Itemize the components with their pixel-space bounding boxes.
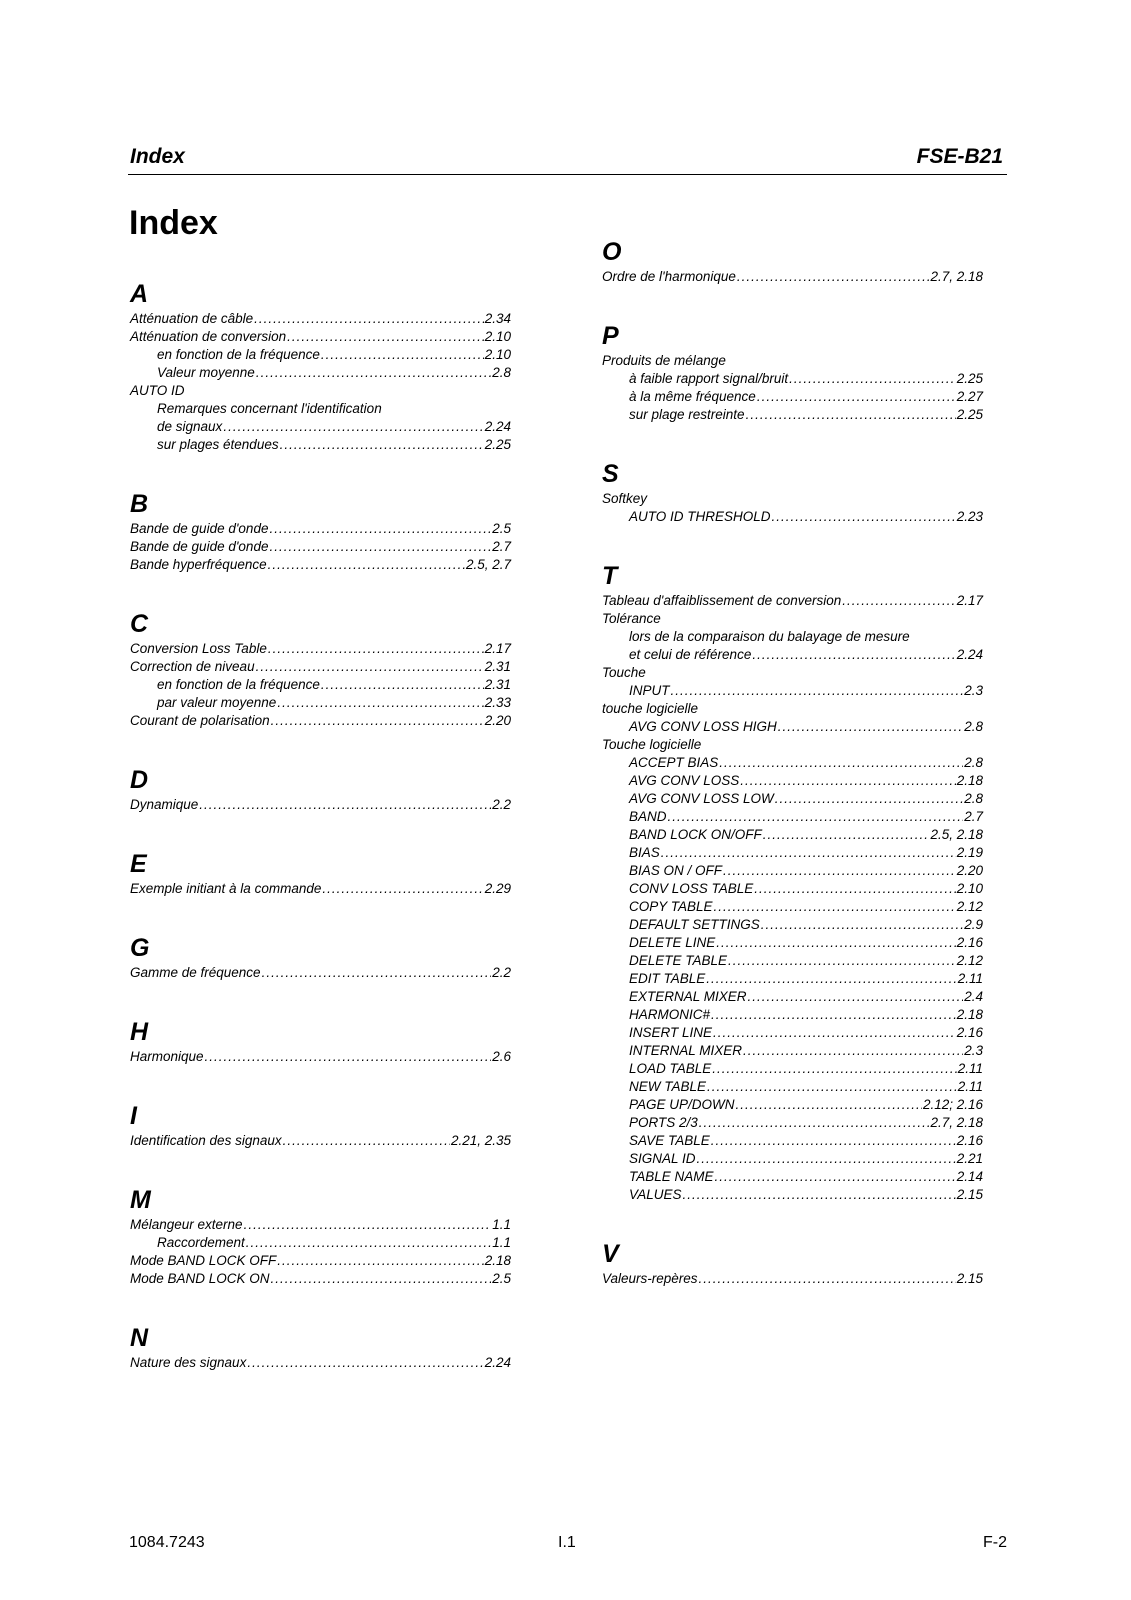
entry-text: Nature des signaux bbox=[130, 1355, 247, 1370]
dot-leader bbox=[728, 952, 956, 970]
index-entry bbox=[130, 1252, 511, 1270]
page-reference: 2.7, 2.18 bbox=[930, 269, 983, 284]
entry-text: touche logicielle bbox=[602, 701, 699, 716]
entry-text: Correction de niveau bbox=[130, 659, 255, 674]
index-subentry bbox=[602, 988, 983, 1006]
entry-text: ACCEPT BIAS bbox=[629, 755, 719, 770]
index-entry bbox=[602, 610, 983, 628]
dot-leader bbox=[269, 538, 491, 556]
index-subentry bbox=[602, 1150, 983, 1168]
entry-text: EDIT TABLE bbox=[629, 971, 706, 986]
dot-leader bbox=[772, 508, 956, 526]
dot-leader bbox=[287, 328, 484, 346]
entry-text: INPUT bbox=[629, 683, 670, 698]
index-subentry bbox=[602, 1186, 983, 1204]
dot-leader bbox=[748, 988, 964, 1006]
index-subentry bbox=[602, 898, 983, 916]
entry-text: PAGE UP/DOWN bbox=[629, 1097, 735, 1112]
page-reference: 2.25 bbox=[956, 407, 983, 422]
entry-text: DEFAULT SETTINGS bbox=[629, 917, 760, 932]
index-subentry bbox=[130, 418, 511, 436]
index-entry bbox=[130, 712, 511, 730]
page-title: Index bbox=[129, 204, 218, 242]
page-reference: 2.6 bbox=[492, 1049, 511, 1064]
index-column-right bbox=[602, 238, 983, 1324]
entry-text: en fonction de la fréquence bbox=[157, 677, 320, 692]
page-reference: 2.3 bbox=[964, 1043, 983, 1058]
index-subentry bbox=[602, 1078, 983, 1096]
dot-leader bbox=[223, 418, 483, 436]
entry-text: Touche logicielle bbox=[602, 737, 702, 752]
page-reference: 2.18 bbox=[956, 773, 983, 788]
section-letter: O bbox=[602, 238, 622, 266]
page-reference: 2.16 bbox=[956, 1133, 983, 1148]
dot-leader bbox=[262, 964, 492, 982]
page-reference: 2.10 bbox=[484, 347, 511, 362]
entry-text: CONV LOSS TABLE bbox=[629, 881, 754, 896]
index-entry bbox=[602, 592, 983, 610]
entry-text: Touche bbox=[602, 665, 646, 680]
index-entry bbox=[602, 490, 983, 508]
header-section-title: Index bbox=[130, 145, 185, 168]
page-reference: 2.20 bbox=[956, 863, 983, 878]
index-section bbox=[602, 460, 983, 526]
entry-text: HARMONIC# bbox=[629, 1007, 711, 1022]
dot-leader bbox=[713, 1024, 956, 1042]
index-subentry bbox=[602, 916, 983, 934]
index-entry bbox=[602, 736, 983, 754]
dot-leader bbox=[723, 862, 956, 880]
dot-leader bbox=[778, 718, 963, 736]
index-subentry bbox=[130, 1234, 511, 1252]
index-subentry bbox=[602, 1168, 983, 1186]
index-subentry bbox=[602, 388, 983, 406]
page-reference: 2.25 bbox=[484, 437, 511, 452]
entry-text: Bande de guide d'onde bbox=[130, 539, 269, 554]
section-letter: C bbox=[130, 610, 149, 638]
index-entry bbox=[130, 328, 511, 346]
page-reference: 2.2 bbox=[492, 797, 511, 812]
entry-text: Tableau d'affaiblissement de conversion bbox=[602, 593, 842, 608]
page-reference: 2.18 bbox=[484, 1253, 511, 1268]
entry-text: NEW TABLE bbox=[629, 1079, 707, 1094]
index-subentry bbox=[130, 346, 511, 364]
footer-doc-number: 1084.7243 bbox=[129, 1534, 205, 1551]
dot-leader bbox=[707, 1078, 957, 1096]
entry-text: BIAS ON / OFF bbox=[629, 863, 723, 878]
section-letter: H bbox=[130, 1018, 149, 1046]
page-reference: 2.33 bbox=[484, 695, 511, 710]
entry-text: sur plages étendues bbox=[157, 437, 279, 452]
index-entry bbox=[602, 352, 983, 370]
index-section bbox=[130, 766, 511, 814]
dot-leader bbox=[247, 1354, 483, 1372]
dot-leader bbox=[283, 1132, 450, 1150]
index-subentry bbox=[602, 880, 983, 898]
index-subentry bbox=[602, 934, 983, 952]
page-reference: 2.20 bbox=[484, 713, 511, 728]
section-letter: B bbox=[130, 490, 149, 518]
index-section bbox=[130, 490, 511, 574]
entry-text: TABLE NAME bbox=[629, 1169, 714, 1184]
index-section bbox=[602, 1240, 983, 1288]
index-entry bbox=[130, 658, 511, 676]
dot-leader bbox=[706, 970, 956, 988]
entry-text: Exemple initiant à la commande bbox=[130, 881, 322, 896]
section-letter: N bbox=[130, 1324, 149, 1352]
dot-leader bbox=[711, 1006, 956, 1024]
entry-text: Atténuation de conversion bbox=[130, 329, 287, 344]
page-reference: 2.3 bbox=[964, 683, 983, 698]
page-reference: 2.7, 2.18 bbox=[930, 1115, 983, 1130]
entry-text: Raccordement bbox=[157, 1235, 245, 1250]
dot-leader bbox=[671, 682, 964, 700]
entry-text: Atténuation de câble bbox=[130, 311, 254, 326]
index-section bbox=[130, 850, 511, 898]
index-subentry bbox=[130, 676, 511, 694]
dot-leader bbox=[746, 406, 956, 424]
dot-leader bbox=[714, 898, 956, 916]
header-product-code: FSE-B21 bbox=[916, 145, 1003, 168]
entry-text: INSERT LINE bbox=[629, 1025, 713, 1040]
page-reference: 2.14 bbox=[956, 1169, 983, 1184]
page-reference: 2.7 bbox=[492, 539, 511, 554]
page-reference: 2.10 bbox=[956, 881, 983, 896]
entry-text: Valeurs-repères bbox=[602, 1271, 698, 1286]
index-entry bbox=[130, 1270, 511, 1288]
index-subentry bbox=[602, 808, 983, 826]
entry-text: Dynamique bbox=[130, 797, 199, 812]
page-reference: 2.7 bbox=[964, 809, 983, 824]
entry-text: DELETE TABLE bbox=[629, 953, 728, 968]
running-header bbox=[128, 145, 1007, 175]
page-reference: 2.24 bbox=[956, 647, 983, 662]
index-section bbox=[602, 322, 983, 424]
index-subentry bbox=[602, 970, 983, 988]
index-subentry bbox=[130, 400, 511, 418]
page-reference: 2.15 bbox=[956, 1271, 983, 1286]
index-section bbox=[130, 1102, 511, 1150]
page-reference: 2.23 bbox=[956, 509, 983, 524]
page-reference: 1.1 bbox=[492, 1235, 511, 1250]
index-entry bbox=[130, 1048, 511, 1066]
page-reference: 2.12; 2.16 bbox=[922, 1097, 983, 1112]
entry-text: VALUES bbox=[629, 1187, 682, 1202]
dot-leader bbox=[789, 370, 956, 388]
dot-leader bbox=[715, 1168, 956, 1186]
entry-text: Softkey bbox=[602, 491, 648, 506]
dot-leader bbox=[246, 1234, 491, 1252]
index-subentry bbox=[602, 718, 983, 736]
page-reference: 2.18 bbox=[956, 1007, 983, 1022]
page-reference: 2.24 bbox=[484, 1355, 511, 1370]
section-letter: G bbox=[130, 934, 150, 962]
dot-leader bbox=[268, 556, 465, 574]
dot-leader bbox=[752, 646, 955, 664]
section-letter: D bbox=[130, 766, 149, 794]
page-reference: 2.5 bbox=[492, 521, 511, 536]
page-reference: 2.19 bbox=[956, 845, 983, 860]
section-letter: P bbox=[602, 322, 619, 350]
page-reference: 2.34 bbox=[484, 311, 511, 326]
entry-text: sur plage restreinte bbox=[629, 407, 745, 422]
page-reference: 2.12 bbox=[956, 953, 983, 968]
index-subentry bbox=[602, 772, 983, 790]
entry-text: PORTS 2/3 bbox=[629, 1115, 698, 1130]
entry-text: BAND bbox=[629, 809, 667, 824]
dot-leader bbox=[736, 1096, 922, 1114]
dot-leader bbox=[712, 1060, 956, 1078]
index-entry bbox=[130, 796, 511, 814]
dot-leader bbox=[737, 268, 930, 286]
entry-text: BIAS bbox=[629, 845, 660, 860]
index-subentry bbox=[602, 1006, 983, 1024]
index-subentry bbox=[602, 646, 983, 664]
dot-leader bbox=[763, 826, 930, 844]
dot-leader bbox=[321, 346, 484, 364]
dot-leader bbox=[280, 436, 484, 454]
index-section bbox=[130, 1018, 511, 1066]
page-reference: 2.21 bbox=[956, 1151, 983, 1166]
dot-leader bbox=[716, 934, 955, 952]
dot-leader bbox=[757, 388, 956, 406]
index-entry bbox=[130, 382, 511, 400]
index-section bbox=[130, 1186, 511, 1288]
section-letter: A bbox=[130, 280, 149, 308]
page-reference: 2.8 bbox=[964, 719, 983, 734]
section-letter: T bbox=[602, 562, 618, 590]
entry-text: AVG CONV LOSS bbox=[629, 773, 740, 788]
page-reference: 2.24 bbox=[484, 419, 511, 434]
index-entry bbox=[130, 880, 511, 898]
entry-text: BAND LOCK ON/OFF bbox=[629, 827, 762, 842]
entry-text: INTERNAL MIXER bbox=[629, 1043, 743, 1058]
entry-text: SAVE TABLE bbox=[629, 1133, 710, 1148]
dot-leader bbox=[683, 1186, 956, 1204]
entry-text: à la même fréquence bbox=[629, 389, 756, 404]
entry-text: SIGNAL ID bbox=[629, 1151, 696, 1166]
entry-text: lors de la comparaison du balayage de mesure bbox=[629, 629, 910, 644]
page-reference: 2.25 bbox=[956, 371, 983, 386]
dot-leader bbox=[754, 880, 955, 898]
entry-text: EXTERNAL MIXER bbox=[629, 989, 747, 1004]
index-subentry bbox=[602, 1132, 983, 1150]
dot-leader bbox=[256, 658, 484, 676]
index-section bbox=[130, 610, 511, 730]
page-reference: 2.17 bbox=[956, 593, 983, 608]
entry-text: à faible rapport signal/bruit bbox=[629, 371, 789, 386]
page-reference: 2.29 bbox=[484, 881, 511, 896]
page-reference: 2.21, 2.35 bbox=[450, 1133, 511, 1148]
dot-leader bbox=[743, 1042, 963, 1060]
section-letter: S bbox=[602, 460, 619, 488]
index-subentry bbox=[602, 862, 983, 880]
page-reference: 1.1 bbox=[492, 1217, 511, 1232]
index-subentry bbox=[602, 1114, 983, 1132]
index-subentry bbox=[602, 682, 983, 700]
entry-text: LOAD TABLE bbox=[629, 1061, 712, 1076]
index-section bbox=[130, 934, 511, 982]
page-reference: 2.5 bbox=[492, 1271, 511, 1286]
entry-text: de signaux bbox=[157, 419, 223, 434]
dot-leader bbox=[711, 1132, 956, 1150]
entry-text: AVG CONV LOSS HIGH bbox=[629, 719, 777, 734]
page-reference: 2.15 bbox=[956, 1187, 983, 1202]
index-entry bbox=[130, 520, 511, 538]
page-reference: 2.12 bbox=[956, 899, 983, 914]
page-reference: 2.11 bbox=[957, 971, 983, 986]
dot-leader bbox=[661, 844, 956, 862]
entry-text: Gamme de fréquence bbox=[130, 965, 261, 980]
entry-text: Remarques concernant l'identification bbox=[157, 401, 382, 416]
section-letter: E bbox=[130, 850, 147, 878]
index-subentry bbox=[602, 1024, 983, 1042]
entry-text: Courant de polarisation bbox=[130, 713, 270, 728]
index-subentry bbox=[602, 1042, 983, 1060]
dot-leader bbox=[322, 880, 483, 898]
section-letter: I bbox=[130, 1102, 137, 1130]
dot-leader bbox=[740, 772, 955, 790]
index-entry bbox=[130, 556, 511, 574]
page-reference: 2.11 bbox=[957, 1079, 983, 1094]
dot-leader bbox=[271, 1270, 492, 1288]
page-reference: 2.31 bbox=[484, 677, 511, 692]
dot-leader bbox=[199, 796, 491, 814]
index-section bbox=[602, 238, 983, 286]
index-section bbox=[130, 280, 511, 454]
entry-text: Bande de guide d'onde bbox=[130, 521, 269, 536]
index-subentry bbox=[602, 508, 983, 526]
page-reference: 2.31 bbox=[484, 659, 511, 674]
index-entry bbox=[602, 664, 983, 682]
entry-text: Ordre de l'harmonique bbox=[602, 269, 736, 284]
page-reference: 2.2 bbox=[492, 965, 511, 980]
entry-text: Valeur moyenne bbox=[157, 365, 255, 380]
page-reference: 2.5, 2.18 bbox=[930, 827, 983, 842]
dot-leader bbox=[205, 1048, 492, 1066]
index-section bbox=[602, 562, 983, 1204]
index-entry bbox=[130, 1132, 511, 1150]
index-entry bbox=[130, 310, 511, 328]
dot-leader bbox=[244, 1216, 492, 1234]
entry-text: Bande hyperfréquence bbox=[130, 557, 267, 572]
index-entry bbox=[602, 1270, 983, 1288]
index-column-left bbox=[130, 280, 511, 1408]
page-reference: 2.27 bbox=[956, 389, 983, 404]
entry-text: et celui de référence bbox=[629, 647, 752, 662]
index-subentry bbox=[602, 1060, 983, 1078]
page-reference: 2.16 bbox=[956, 1025, 983, 1040]
section-letter: V bbox=[602, 1240, 619, 1268]
index-subentry bbox=[130, 436, 511, 454]
section-letter: M bbox=[130, 1186, 151, 1214]
page-reference: 2.8 bbox=[964, 755, 983, 770]
page-reference: 2.4 bbox=[964, 989, 983, 1004]
entry-text: DELETE LINE bbox=[629, 935, 716, 950]
dot-leader bbox=[254, 310, 484, 328]
index-entry bbox=[130, 1216, 511, 1234]
index-entry bbox=[130, 640, 511, 658]
dot-leader bbox=[269, 520, 491, 538]
index-entry bbox=[130, 964, 511, 982]
index-subentry bbox=[602, 952, 983, 970]
entry-text: AUTO ID bbox=[130, 383, 185, 398]
dot-leader bbox=[277, 1252, 483, 1270]
entry-text: Identification des signaux bbox=[130, 1133, 282, 1148]
index-subentry bbox=[602, 790, 983, 808]
entry-text: en fonction de la fréquence bbox=[157, 347, 320, 362]
index-subentry bbox=[602, 628, 983, 646]
page-reference: 2.17 bbox=[484, 641, 511, 656]
dot-leader bbox=[775, 790, 963, 808]
dot-leader bbox=[256, 364, 491, 382]
page-reference: 2.8 bbox=[492, 365, 511, 380]
entry-text: COPY TABLE bbox=[629, 899, 713, 914]
entry-text: par valeur moyenne bbox=[157, 695, 277, 710]
entry-text: Mélangeur externe bbox=[130, 1217, 243, 1232]
page-reference: 2.9 bbox=[964, 917, 983, 932]
page-reference: 2.5, 2.7 bbox=[465, 557, 511, 572]
index-subentry bbox=[130, 364, 511, 382]
index-subentry bbox=[602, 1096, 983, 1114]
dot-leader bbox=[719, 754, 963, 772]
footer-edition: F-2 bbox=[983, 1534, 1007, 1551]
dot-leader bbox=[668, 808, 964, 826]
dot-leader bbox=[321, 676, 484, 694]
page-reference: 2.8 bbox=[964, 791, 983, 806]
page-reference: 2.11 bbox=[957, 1061, 983, 1076]
entry-text: AUTO ID THRESHOLD bbox=[629, 509, 771, 524]
dot-leader bbox=[699, 1270, 956, 1288]
index-subentry bbox=[602, 754, 983, 772]
dot-leader bbox=[271, 712, 484, 730]
footer-page-number: I.1 bbox=[558, 1534, 576, 1551]
entry-text: Harmonique bbox=[130, 1049, 204, 1064]
index-section bbox=[130, 1324, 511, 1372]
entry-text: Produits de mélange bbox=[602, 353, 726, 368]
index-entry bbox=[130, 1354, 511, 1372]
dot-leader bbox=[268, 640, 484, 658]
index-entry bbox=[602, 700, 983, 718]
page-reference: 2.16 bbox=[956, 935, 983, 950]
dot-leader bbox=[697, 1150, 956, 1168]
entry-text: Mode BAND LOCK ON bbox=[130, 1271, 270, 1286]
dot-leader bbox=[842, 592, 955, 610]
index-subentry bbox=[602, 370, 983, 388]
dot-leader bbox=[761, 916, 963, 934]
index-entry bbox=[602, 268, 983, 286]
dot-leader bbox=[699, 1114, 930, 1132]
index-entry bbox=[130, 538, 511, 556]
index-subentry bbox=[130, 694, 511, 712]
index-subentry bbox=[602, 844, 983, 862]
entry-text: AVG CONV LOSS LOW bbox=[629, 791, 774, 806]
dot-leader bbox=[277, 694, 483, 712]
entry-text: Mode BAND LOCK OFF bbox=[130, 1253, 277, 1268]
entry-text: Conversion Loss Table bbox=[130, 641, 267, 656]
index-subentry bbox=[602, 826, 983, 844]
page-reference: 2.10 bbox=[484, 329, 511, 344]
index-subentry bbox=[602, 406, 983, 424]
entry-text: Tolérance bbox=[602, 611, 661, 626]
